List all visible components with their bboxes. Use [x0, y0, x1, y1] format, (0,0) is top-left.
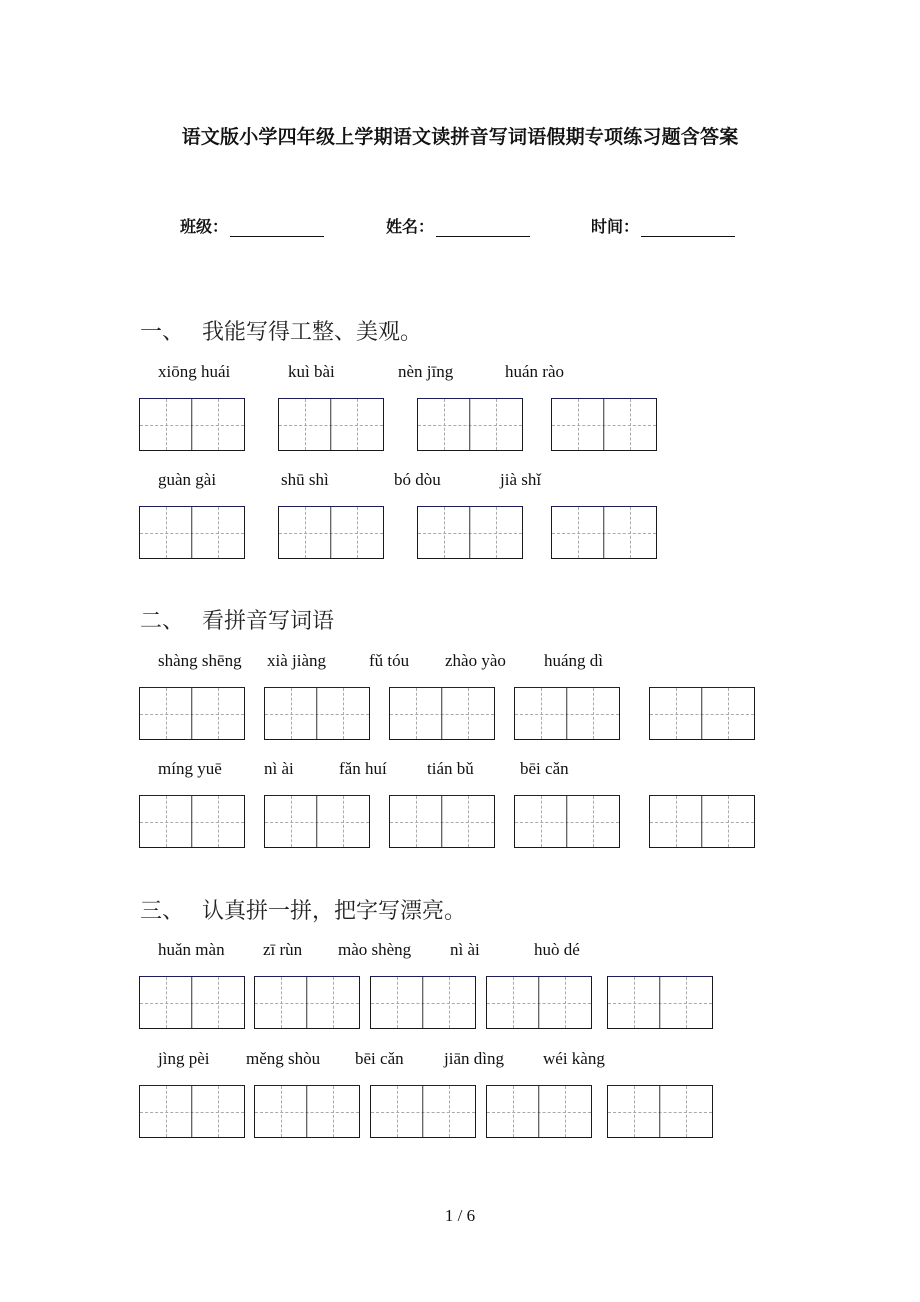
guide-line [218, 399, 219, 450]
tianzige-writing-box[interactable] [607, 976, 713, 1029]
guide-line [218, 507, 219, 558]
cell-divider [441, 688, 442, 739]
cell-divider [191, 507, 192, 558]
pinyin-label: xiōng huái [158, 362, 231, 381]
cell-divider [422, 1086, 423, 1137]
guide-line [305, 507, 306, 558]
tianzige-writing-box[interactable] [254, 976, 360, 1029]
guide-line [416, 688, 417, 739]
tianzige-writing-box[interactable] [649, 687, 755, 740]
guide-line [593, 688, 594, 739]
time-field[interactable] [591, 214, 735, 237]
guide-line [416, 796, 417, 847]
cell-divider [603, 399, 604, 450]
tianzige-writing-box[interactable] [514, 795, 620, 848]
guide-line [513, 1086, 514, 1137]
cell-divider [330, 399, 331, 450]
pinyin-label: měng shòu [246, 1049, 321, 1068]
guide-line [166, 977, 167, 1028]
cell-divider [469, 399, 470, 450]
tianzige-writing-box[interactable] [254, 1085, 360, 1138]
guide-line [578, 507, 579, 558]
pinyin-label: míng yuē [158, 759, 222, 778]
guide-line [357, 507, 358, 558]
tianzige-writing-box[interactable] [139, 687, 245, 740]
cell-divider [566, 796, 567, 847]
guide-line [166, 1086, 167, 1137]
guide-line [343, 796, 344, 847]
tianzige-writing-box[interactable] [417, 506, 523, 559]
guide-line [333, 977, 334, 1028]
pinyin-label: jià shǐ [500, 470, 542, 489]
cell-divider [191, 796, 192, 847]
section-1-title: 我能写得工整、美观。 [202, 320, 423, 345]
pinyin-label: bēi cǎn [355, 1049, 404, 1068]
tianzige-writing-box[interactable] [486, 976, 592, 1029]
cell-divider [191, 399, 192, 450]
guide-line [281, 977, 282, 1028]
tianzige-writing-box[interactable] [551, 398, 657, 451]
tianzige-writing-box[interactable] [417, 398, 523, 451]
tianzige-writing-box[interactable] [370, 1085, 476, 1138]
cell-divider [441, 796, 442, 847]
guide-line [218, 1086, 219, 1137]
class-blank[interactable] [230, 220, 324, 237]
pinyin-label: tián bǔ [427, 759, 474, 778]
section-3-number: 三、 [140, 899, 185, 924]
cell-divider [603, 507, 604, 558]
pinyin-label: shū shì [281, 470, 329, 489]
guide-line [468, 688, 469, 739]
guide-line [513, 977, 514, 1028]
pinyin-label: nì ài [264, 759, 294, 778]
pinyin-label: jiān dìng [444, 1049, 504, 1068]
guide-line [166, 688, 167, 739]
guide-line [444, 507, 445, 558]
guide-line [565, 977, 566, 1028]
time-blank[interactable] [641, 220, 735, 237]
guide-line [291, 688, 292, 739]
section-1-number: 一、 [140, 320, 185, 345]
cell-divider [566, 688, 567, 739]
guide-line [676, 688, 677, 739]
guide-line [630, 507, 631, 558]
tianzige-writing-box[interactable] [264, 795, 370, 848]
pinyin-label: guàn gài [158, 470, 217, 489]
guide-line [634, 1086, 635, 1137]
cell-divider [191, 688, 192, 739]
guide-line [305, 399, 306, 450]
guide-line [281, 1086, 282, 1137]
tianzige-writing-box[interactable] [370, 976, 476, 1029]
tianzige-writing-box[interactable] [139, 976, 245, 1029]
time-label: 时间： [591, 217, 640, 236]
cell-divider [316, 796, 317, 847]
cell-divider [330, 507, 331, 558]
guide-line [166, 796, 167, 847]
guide-line [541, 796, 542, 847]
guide-line [166, 399, 167, 450]
class-label: 班级： [180, 217, 229, 236]
pinyin-label: zī rùn [263, 940, 303, 959]
guide-line [218, 977, 219, 1028]
pinyin-label: jìng pèi [158, 1049, 210, 1068]
guide-line [333, 1086, 334, 1137]
guide-line [218, 688, 219, 739]
pinyin-label: fǎn huí [339, 759, 387, 778]
cell-divider [422, 977, 423, 1028]
guide-line [496, 399, 497, 450]
section-2-title: 看拼音写词语 [202, 609, 335, 634]
tianzige-writing-box[interactable] [607, 1085, 713, 1138]
tianzige-writing-box[interactable] [139, 506, 245, 559]
tianzige-writing-box[interactable] [486, 1085, 592, 1138]
name-label: 姓名： [386, 217, 435, 236]
guide-line [728, 688, 729, 739]
tianzige-writing-box[interactable] [139, 795, 245, 848]
guide-line [343, 688, 344, 739]
tianzige-writing-box[interactable] [649, 795, 755, 848]
pinyin-label: nèn jīng [398, 362, 454, 381]
cell-divider [659, 977, 660, 1028]
tianzige-writing-box[interactable] [389, 687, 495, 740]
guide-line [541, 688, 542, 739]
cell-divider [701, 796, 702, 847]
cell-divider [469, 507, 470, 558]
cell-divider [701, 688, 702, 739]
guide-line [449, 977, 450, 1028]
guide-line [630, 399, 631, 450]
cell-divider [316, 688, 317, 739]
guide-line [449, 1086, 450, 1137]
document-title: 语文版小学四年级上学期语文读拼音写词语假期专项练习题含答案 [181, 126, 739, 148]
guide-line [686, 1086, 687, 1137]
tianzige-writing-box[interactable] [139, 398, 245, 451]
cell-divider [191, 977, 192, 1028]
pinyin-label: bēi cǎn [520, 759, 569, 778]
section-3-heading [140, 894, 466, 925]
section-2-number: 二、 [140, 609, 185, 634]
guide-line [397, 1086, 398, 1137]
tianzige-writing-box[interactable] [278, 506, 384, 559]
page-number: 1 / 6 [444, 1206, 476, 1225]
pinyin-label: fǔ tóu [369, 651, 410, 670]
pinyin-label: xià jiàng [267, 651, 327, 670]
guide-line [496, 507, 497, 558]
guide-line [218, 796, 219, 847]
pinyin-label: wéi kàng [543, 1049, 605, 1068]
cell-divider [306, 977, 307, 1028]
section-2-heading [140, 604, 334, 635]
guide-line [686, 977, 687, 1028]
pinyin-label: kuì bài [288, 362, 335, 381]
guide-line [291, 796, 292, 847]
cell-divider [659, 1086, 660, 1137]
tianzige-writing-box[interactable] [139, 1085, 245, 1138]
pinyin-label: bó dòu [394, 470, 441, 489]
tianzige-writing-box[interactable] [389, 795, 495, 848]
pinyin-label: huò dé [534, 940, 580, 959]
guide-line [166, 507, 167, 558]
tianzige-writing-box[interactable] [551, 506, 657, 559]
guide-line [565, 1086, 566, 1137]
cell-divider [306, 1086, 307, 1137]
pinyin-label: nì ài [450, 940, 480, 959]
guide-line [468, 796, 469, 847]
cell-divider [538, 977, 539, 1028]
name-field[interactable] [386, 214, 530, 237]
pinyin-label: huán rào [505, 362, 565, 381]
section-1-heading [140, 315, 422, 346]
section-3-title: 认真拼一拼，把字写漂亮。 [202, 899, 467, 924]
cell-divider [538, 1086, 539, 1137]
guide-line [444, 399, 445, 450]
pinyin-label: zhào yào [445, 651, 506, 670]
tianzige-writing-box[interactable] [264, 687, 370, 740]
pinyin-label: shàng shēng [158, 651, 242, 670]
guide-line [634, 977, 635, 1028]
pinyin-label: huáng dì [544, 651, 604, 670]
guide-line [397, 977, 398, 1028]
cell-divider [191, 1086, 192, 1137]
guide-line [676, 796, 677, 847]
guide-line [593, 796, 594, 847]
tianzige-writing-box[interactable] [514, 687, 620, 740]
pinyin-label: mào shèng [338, 940, 412, 959]
pinyin-label: huǎn màn [158, 940, 225, 959]
guide-line [357, 399, 358, 450]
tianzige-writing-box[interactable] [278, 398, 384, 451]
name-blank[interactable] [436, 220, 530, 237]
guide-line [578, 399, 579, 450]
guide-line [728, 796, 729, 847]
class-field[interactable] [180, 214, 324, 237]
